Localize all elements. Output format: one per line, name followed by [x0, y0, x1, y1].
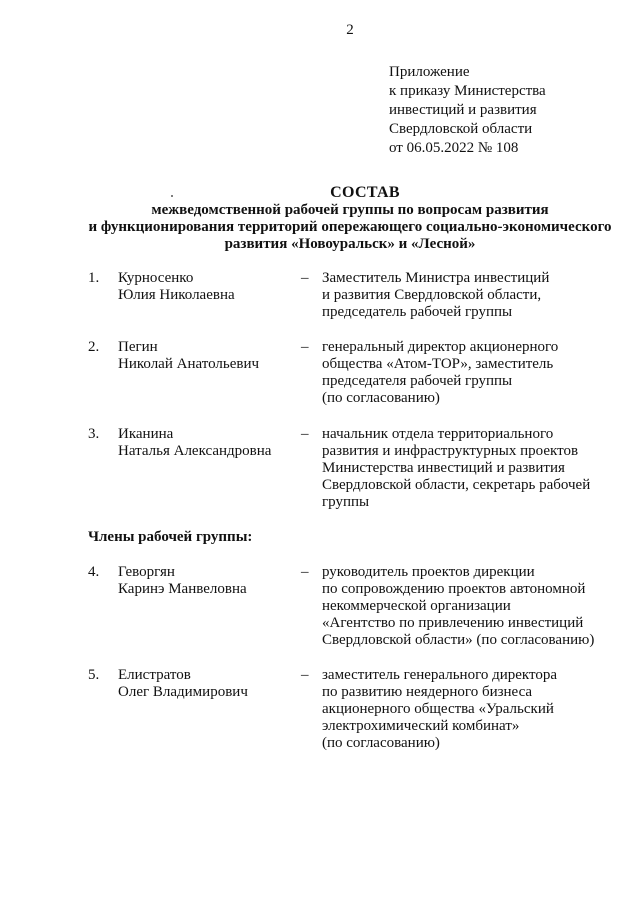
title-main: СОСТАВ — [330, 184, 400, 201]
desc-line: и развития Свердловской области, — [322, 287, 542, 303]
desc-line: руководитель проектов дирекции — [322, 564, 535, 580]
title-line: межведомственной рабочей группы по вопросам развития — [151, 202, 549, 218]
appendix-line: Свердловской области — [389, 121, 533, 137]
given-names: Юлия Николаевна — [118, 287, 235, 303]
desc-line: акционерного общества «Уральский — [322, 701, 554, 717]
desc-line: группы — [322, 494, 370, 510]
dash-separator: – — [301, 667, 309, 683]
desc-line: «Агентство по привлечению инвестиций — [322, 615, 584, 631]
title-line: и функционирования территорий опережающего социально-экономического — [88, 219, 612, 235]
surname: Елистратов — [118, 667, 191, 683]
person-name — [118, 426, 271, 460]
position-description — [322, 426, 622, 511]
dash-separator: – — [301, 564, 309, 580]
desc-line: общества «Атом-ТОР», заместитель — [322, 356, 554, 372]
surname: Курносенко — [118, 270, 194, 286]
appendix-block — [389, 63, 546, 158]
dash-separator: – — [301, 339, 309, 355]
dash-separator: – — [301, 270, 309, 286]
members-heading: Члены рабочей группы: — [88, 529, 253, 545]
desc-line: (по согласованию) — [322, 390, 440, 406]
position-description — [322, 667, 622, 752]
item-number: 1. — [88, 270, 100, 286]
person-name — [118, 339, 259, 373]
dash-separator: – — [301, 426, 309, 442]
title-line: развития «Новоуральск» и «Лесной» — [224, 236, 476, 252]
desc-line: некоммерческой организации — [322, 598, 511, 614]
desc-line: электрохимический комбинат» — [322, 718, 520, 734]
desc-line: по сопровождению проектов автономной — [322, 581, 586, 597]
desc-line: председатель рабочей группы — [322, 304, 513, 320]
page-number: 2 — [346, 22, 354, 38]
person-name — [118, 564, 247, 598]
person-name — [118, 270, 235, 304]
appendix-line: от 06.05.2022 № 108 — [389, 140, 519, 156]
position-description — [322, 270, 622, 321]
desc-line: Свердловской области, секретарь рабочей — [322, 477, 591, 493]
desc-line: генеральный директор акционерного — [322, 339, 559, 355]
person-name — [118, 667, 248, 701]
document-title — [60, 183, 640, 253]
item-number: 3. — [88, 426, 100, 442]
desc-line: по развитию неядерного бизнеса — [322, 684, 533, 700]
desc-line: Свердловской области» (по согласованию) — [322, 632, 595, 648]
appendix-line: Приложение — [389, 64, 470, 80]
desc-line: Министерства инвестиций и развития — [322, 460, 565, 476]
desc-line: председателя рабочей группы — [322, 373, 513, 389]
appendix-line: к приказу Министерства — [389, 83, 546, 99]
desc-line: заместитель генерального директора — [322, 667, 558, 683]
given-names: Наталья Александровна — [118, 443, 272, 459]
surname: Пегин — [118, 339, 158, 355]
desc-line: начальник отдела территориального — [322, 426, 554, 442]
desc-line: Заместитель Министра инвестиций — [322, 270, 550, 286]
surname: Геворгян — [118, 564, 175, 580]
position-description — [322, 339, 622, 407]
item-number: 2. — [88, 339, 100, 355]
position-description — [322, 564, 622, 649]
item-number: 5. — [88, 667, 100, 683]
item-number: 4. — [88, 564, 100, 580]
given-names: Олег Владимирович — [118, 684, 248, 700]
desc-line: развития и инфраструктурных проектов — [322, 443, 579, 459]
surname: Иканина — [118, 426, 174, 442]
appendix-line: инвестиций и развития — [389, 102, 537, 118]
given-names: Каринэ Манвеловна — [118, 581, 247, 597]
given-names: Николай Анатольевич — [118, 356, 260, 372]
desc-line: (по согласованию) — [322, 735, 440, 751]
